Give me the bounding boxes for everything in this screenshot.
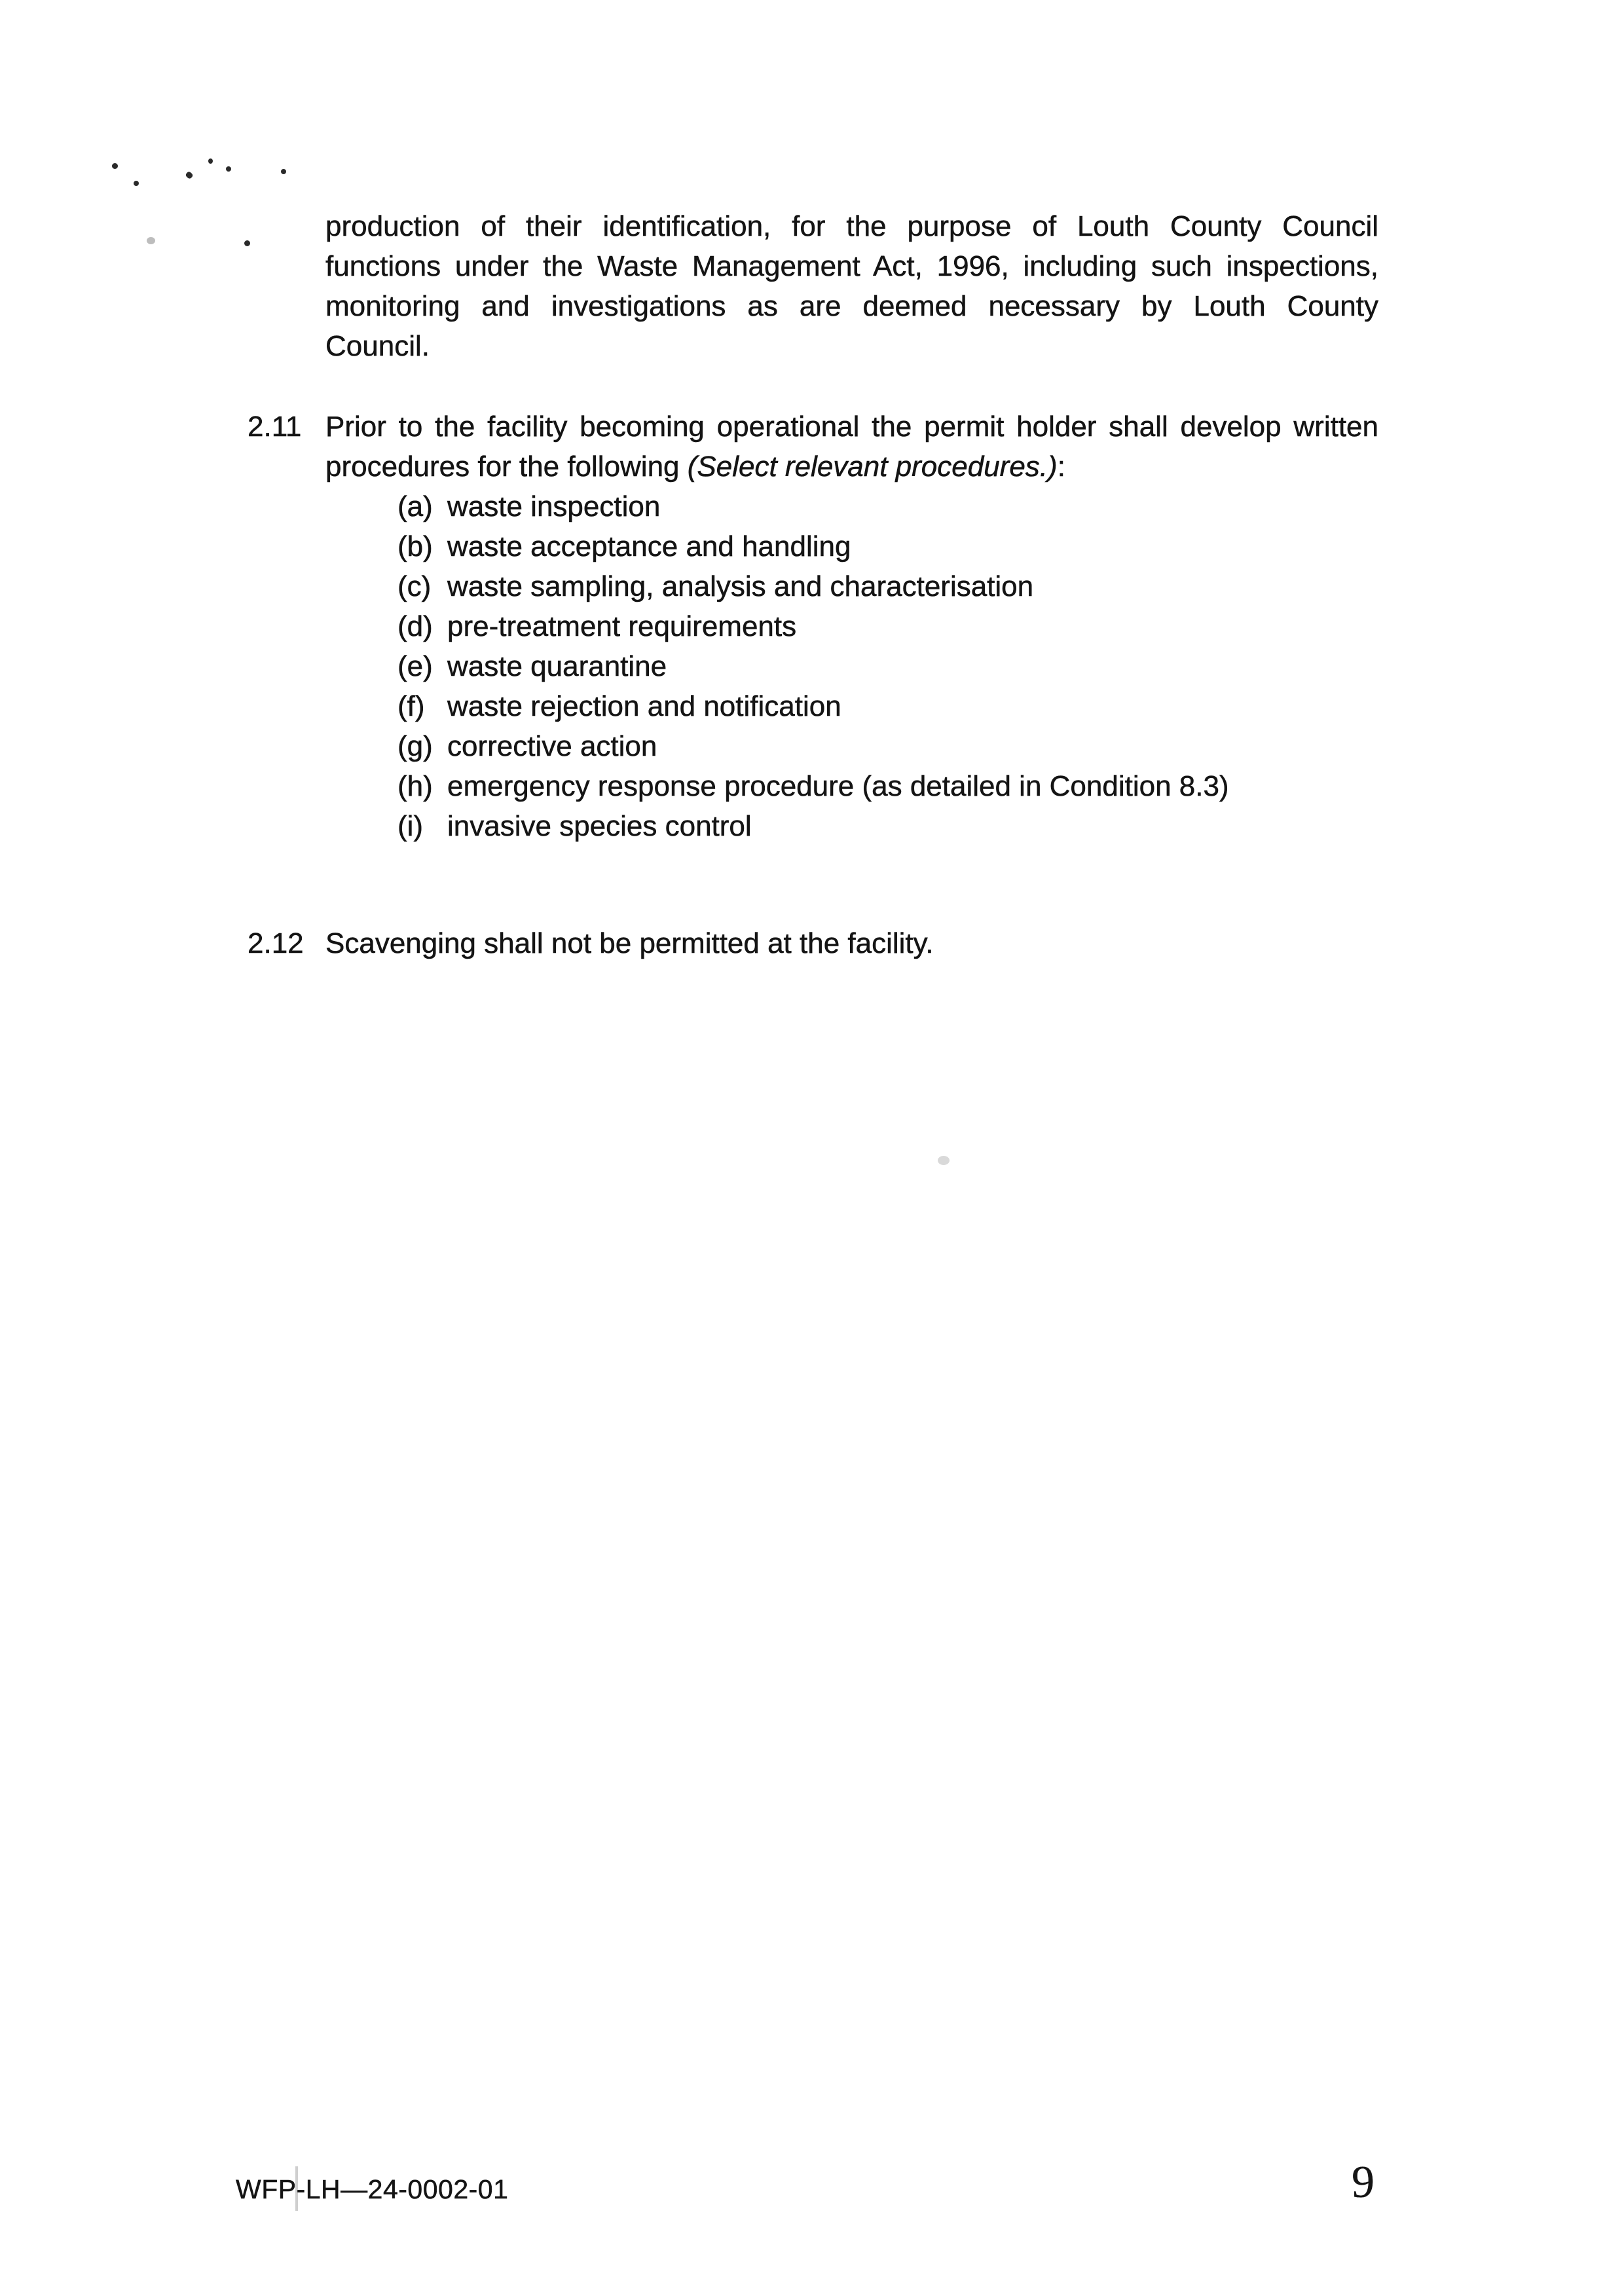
list-item [325, 726, 1378, 766]
list-item-label: (h) [397, 770, 433, 802]
list-item [325, 606, 1378, 646]
list-item-label: (i) [397, 810, 424, 842]
section-text-normal: procedures for the following [325, 451, 688, 483]
paragraph-line: Council. [325, 330, 430, 362]
list-item-label: (e) [397, 650, 433, 682]
section-text-line: Prior to the facility becoming operational the permit holder shall develop written [325, 411, 1378, 443]
paragraph-line: production of their identification, for the purpose of Louth County Council [325, 210, 1378, 242]
list-item [325, 566, 1378, 606]
section-number: 2.11 [248, 411, 302, 443]
section-text-italic: (Select relevant procedures.) [687, 451, 1058, 483]
list-item-text: waste sampling, analysis and characterisation [447, 570, 1034, 602]
paragraph-line: monitoring and investigations as are deemed necessary by Louth County [325, 290, 1378, 322]
list-item-text: waste inspection [447, 491, 661, 523]
paragraph-line: functions under the Waste Management Act, 1996, including such inspections, [325, 250, 1378, 282]
list-item-label: (c) [397, 570, 432, 602]
list-item-text: pre-treatment requirements [447, 610, 797, 642]
list-item-text: invasive species control [447, 810, 752, 842]
scan-speck [112, 163, 118, 169]
scan-speck [226, 166, 231, 172]
footer-doc-ref: WFP-LH—24-0002-01 [236, 2174, 509, 2204]
section-number: 2.12 [248, 927, 304, 959]
section-body: Scavenging shall not be permitted at the facility. [325, 927, 934, 959]
list-item-text: waste rejection and notification [447, 690, 841, 722]
section-text-line [325, 447, 1378, 487]
list-item [325, 766, 1378, 806]
list-item-text: waste acceptance and handling [447, 530, 851, 563]
scan-speck [244, 240, 250, 246]
list-item [325, 806, 1378, 846]
intro-paragraph [325, 206, 1378, 366]
list-item-label: (f) [397, 690, 425, 722]
scan-speck [208, 158, 213, 164]
list-item [325, 646, 1378, 686]
scan-speck [185, 171, 193, 179]
procedure-list [325, 487, 1378, 846]
list-item-label: (b) [397, 530, 433, 563]
list-item-label: (d) [397, 610, 433, 642]
scan-speck [134, 181, 139, 186]
footer-page-number: 9 [1352, 2157, 1375, 2208]
list-item [325, 487, 1378, 527]
list-item-label: (a) [397, 491, 433, 523]
list-item-label: (g) [397, 730, 433, 762]
section-text-normal: : [1057, 451, 1065, 483]
scan-speck [147, 237, 155, 244]
list-item [325, 686, 1378, 726]
list-item-text: waste quarantine [447, 650, 667, 682]
section-body [325, 407, 1378, 846]
list-item-text: corrective action [447, 730, 657, 762]
list-item-text: emergency response procedure (as detailed in Condition 8.3) [447, 770, 1229, 802]
scan-speck [281, 169, 286, 174]
list-item [325, 527, 1378, 566]
scan-smudge [938, 1156, 950, 1165]
